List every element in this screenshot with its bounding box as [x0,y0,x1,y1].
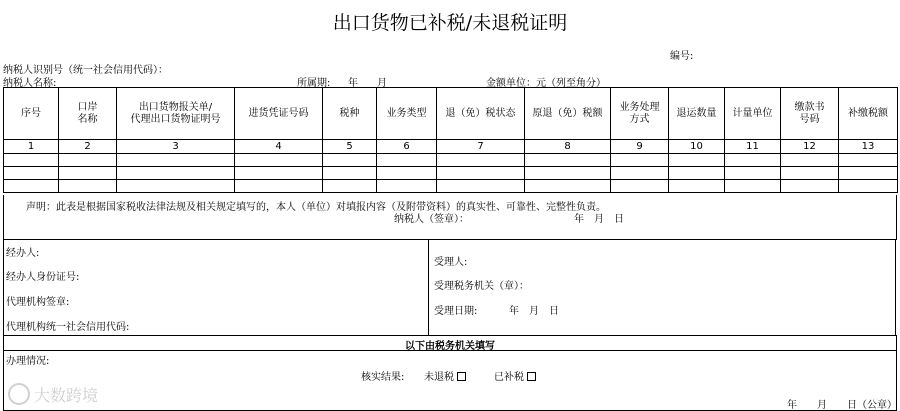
serial-label: 编号: [670,51,694,62]
column-header: 缴款书 号码 [781,88,839,140]
accept-date-label: 受理日期: [434,306,478,317]
watermark [8,383,98,406]
office-date-seal: 年 月 日（公章） [787,400,897,411]
column-header: 原退（免）税额 [525,88,611,140]
office-heading-box [3,335,897,351]
column-header: 补缴税额 [839,88,898,140]
column-number: 8 [525,140,611,154]
column-header: 退（免）税状态 [437,88,525,140]
option-not-refunded[interactable] [424,368,466,383]
handler-label: 经办人: [6,248,40,259]
office-result-box [3,350,897,411]
logo-icon [8,383,30,405]
handling-status-label: 办理情况: [6,356,50,367]
watermark-text: 大数跨境 [34,386,99,405]
checkbox-icon[interactable] [457,372,466,381]
column-number: 9 [611,140,669,154]
column-header: 序号 [4,88,59,140]
period-year: 年 [348,78,358,89]
declaration-text: 声明：此表是根据国家税收法律法规及相关规定填写的，本人（单位）对填报内容（及附带资料）的真实性、可靠性、完整性负责。 [26,202,606,213]
column-header: 口岸 名称 [59,88,117,140]
table-row [4,154,898,167]
table-row [4,167,898,180]
column-number: 7 [437,140,525,154]
table-number-row [4,140,898,154]
column-header: 进货凭证号码 [235,88,323,140]
option-paid-label: 已补税 [494,372,524,383]
column-header: 税种 [323,88,377,140]
accept-date: 年 月 日 [509,306,559,317]
office-section-heading: 以下由税务机关填写 [405,341,495,352]
table-header-row [4,88,898,140]
declaration-date: 年 月 日 [574,214,624,225]
taxpayer-name-label: 纳税人名称: [3,78,57,89]
period-label: 所属期: [297,78,331,89]
column-number: 6 [377,140,437,154]
amount-unit-label: 金额单位：元（列至角分） [486,78,606,89]
tax-office-label: 受理税务机关（章）： [434,281,529,292]
column-header: 出口货物报关单/ 代理出口货物证明号 [117,88,235,140]
goods-table [3,87,898,193]
column-header: 业务类型 [377,88,437,140]
column-header: 计量单位 [725,88,781,140]
column-header: 业务处理 方式 [611,88,669,140]
taxpayer-signature-label: 纳税人（签章）： [394,214,469,225]
declaration-box [3,195,897,240]
column-number: 4 [235,140,323,154]
taxpayer-id-label: 纳税人识别号（统一社会信用代码）： [3,65,168,76]
option-not-refunded-label: 未退税 [424,372,454,383]
column-number: 10 [669,140,725,154]
agency-code-label: 代理机构统一社会信用代码: [6,322,130,333]
receiver-label: 受理人: [434,257,468,268]
column-number: 5 [323,140,377,154]
option-paid[interactable] [494,368,536,383]
handler-id-label: 经办人身份证号: [6,272,80,283]
column-number: 12 [781,140,839,154]
column-number: 1 [4,140,59,154]
column-number: 13 [839,140,898,154]
period-month: 月 [377,78,387,89]
column-header: 退运数量 [669,88,725,140]
form-title: 出口货物已补税/未退税证明 [332,12,568,34]
column-number: 11 [725,140,781,154]
column-number: 2 [59,140,117,154]
checkbox-icon[interactable] [527,372,536,381]
column-number: 3 [117,140,235,154]
acceptance-box [428,239,896,336]
table-row [4,180,898,193]
agency-seal-label: 代理机构签章: [6,297,70,308]
verify-result-label: 核实结果: [361,372,405,383]
agent-info-box [3,239,429,336]
